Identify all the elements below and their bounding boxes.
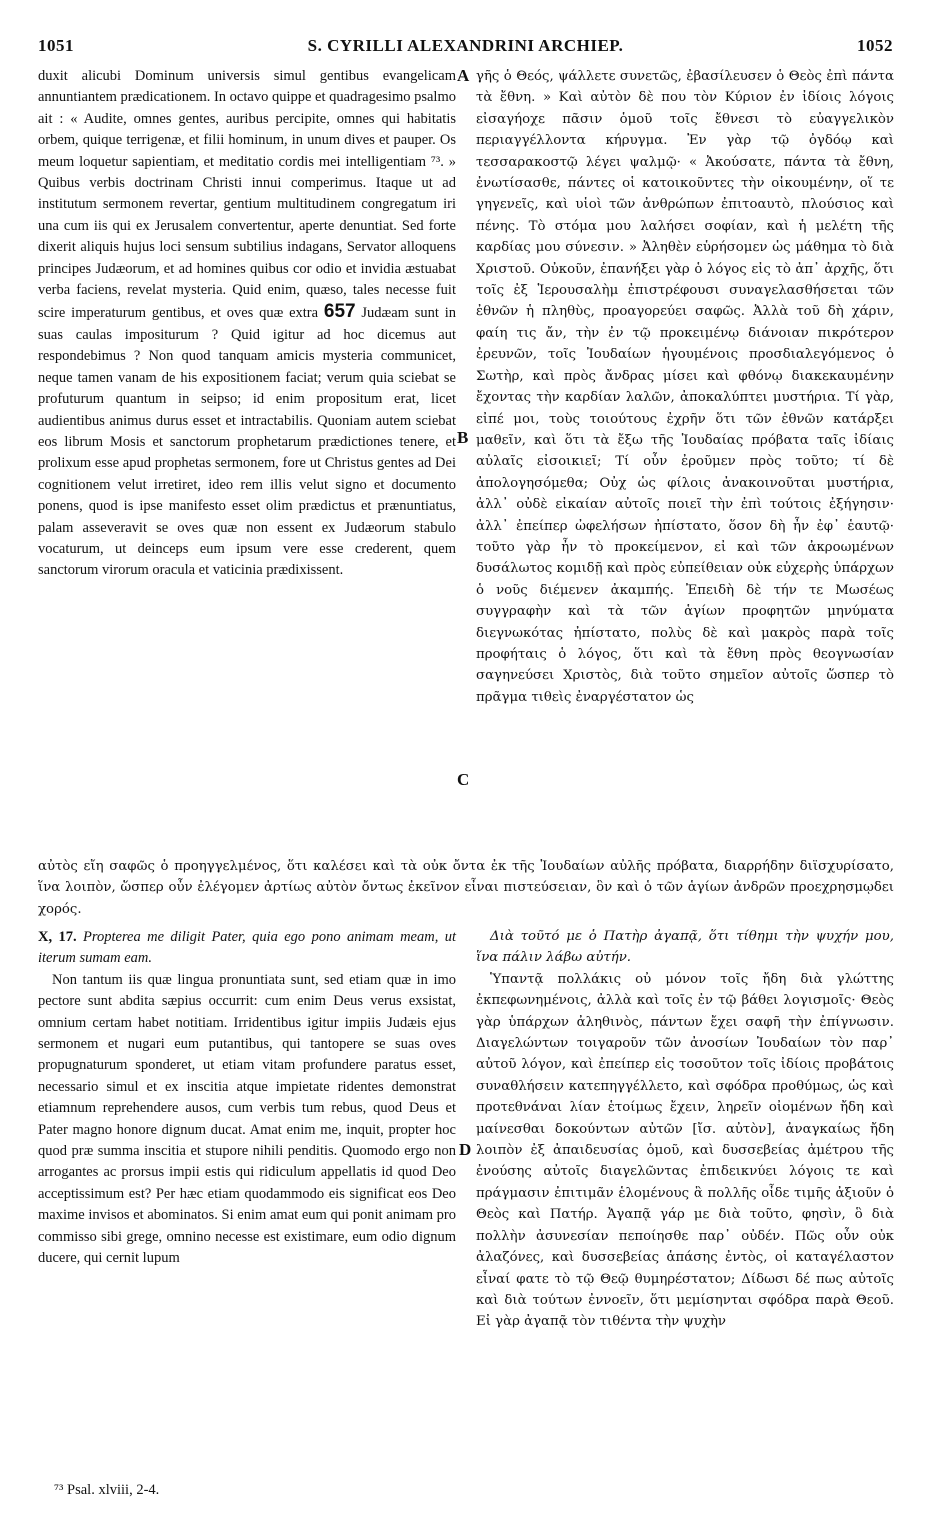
latin-verse-ref: X, 17. (38, 929, 77, 945)
latin-paragraph (38, 66, 456, 582)
section-marker-c: C (457, 770, 470, 789)
latin-text-part1: duxit alicubi Dominum universis simul gentibus evangelicam annuntiantem prædicationem. In octavo quippe et quadragesimo psalmo ait : « Audite, omnes gentes, auribus percipite, omnes qui habitatis orbem, quique terrigenæ, et filii hominum, in unum dives et pauper. Os meum loquetur sapientiam, et meditatio cordis mei intelligentiam ⁷³. » Quibus verbis doctrinam Christi innui comperimus. Itaque ut ad institutum sermonem revertar, gentium multitudinem congregatum iri una cum iis qui ex Jerusalem convertentur, aperte denuntiat. Sed forte dixerit aliquis hujus loci sensum subtilius indagans, Servator alloquens principes Judæorum, et ad homines quibus cor odio et invidia æstuabat verba faciens, revelat mysteria. Quid enim, quæso, tales necesse fuit scire imperaturum gentibus, et oves quæ extra (38, 68, 456, 322)
latin-body: Non tantum iis quæ lingua pronuntiata sunt, sed etiam quæ in imo pectore sunt abdita sæpius occurrit: cum enim Deus verus exsistat, omnium certam habet notitiam. Irridentibus igitur impiis Judæis ejus sermonem et nugari eum putantibus, qui tantopere se suas oves propugnaturum sponderet, ut etiam vitam profundere paratus esset, necessario simul et ex inscitia atque impietate ridentes demonstrat etiamnum reprehendere ausos, cum verbis tum rebus, quod Deus et Pater magno honore dignum ducat. Amat enim me, inquit, propter hoc quod præ summa inscitia et stupore nihili penditis. Quomodo ergo non arrogantes ac prorsus impii estis qui ridiculum appellatis id quod Deo acceptissimum est? Per hæc etiam quodammodo eis significat eos Deo maxime invisos et abominatos. Si enim amat eum qui ponit animam pro commisso sibi grege, omnino necesse est existimare, eum odio dignum ducere, qui cernit lupum (38, 971, 456, 1267)
greek-paragraph: γῆς ὁ Θεός, ψάλλετε συνετῶς, ἐβασίλευσεν ὁ Θεὸς ἐπὶ πάντα τὰ ἔθνη. » Καὶ αὐτὸν δὲ που τὸν Κύριον ἐν ἰδίοις λόγοις εἰσαγήοχε πᾶσιν ὁμοῦ τοῖς ἔθνεσι τὸ εὐαγγελικὸν περιαγγέλλοντα κήρυγμα. Ἐν γὰρ τῷ ὀγδόῳ καὶ τεσσαρακοστῷ λέγει ψαλμῷ· « Ἀκούσατε, πάντα τὰ ἔθνη, ἐνωτίσασθε, πάντες οἱ κατοικοῦντες τὴν οἰκουμένην, οἵ τε γηγενεῖς, καὶ υἱοὶ τῶν ἀνθρώπων ἐπιτοαυτὸ, πλούσιος καὶ πένης. Τὸ στόμα μου λαλήσει σοφίαν, καὶ ἡ μελέτη τῆς καρδίας μου σύνεσιν. » Ἀληθὲν εὑρήσομεν ὡς μάθημα τὸ διὰ Χριστοῦ. Οὐκοῦν, ἐπανήξει γὰρ ὁ λόγος εἰς τὸ ἀπ᾽ ἀρχῆς, ὅτι τοῖς ἐξ Ἱερουσαλὴμ ἐπιστρέφουσι συναγελασθήσεται τῶν ἐθνῶν ἡ πληθὺς, προαγορεύει σαφῶς. Ἀλλὰ τοῦ δὴ χάριν, φαίη τις ἄν, τὴν ἐν τῷ προκειμένῳ διάνοιαν πικρότερον ἐρευνῶν, τοῖς Ἰουδαίων ἡγουμένοις προσδιαλεγόμενος ὁ Σωτὴρ, καὶ πρὸς ἄνδρας μίσει καὶ φθόνῳ διακεκαυμένην ἔχοντας τὴν καρδίαν λαλῶν, ἀποκαλύπτει μυστήρια. Τί γὰρ, εἰπέ μοι, τοὺς τοιούτους ἐχρῆν ὅτι τῶν ἐθνῶν κατάρξει μαθεῖν, καὶ ὅτι τὰ ἔξω τῆς Ἰουδαίας πρόβατα ταῖς ἰδίαις αὐλαῖς εἰσοικιεῖ; Τί οὖν ἐροῦμεν πρὸς τοῦτο; τί δὲ ἀπολογησόμεθα; Οὐχ ὡς φίλοις ἀνακοινοῦται μυστήρια, ἀλλ᾽ οὐδὲ εἰκαίαν αὐτοῖς ποιεῖ τὴν ἐπὶ τούτοις ἐξήγησιν· ἀλλ᾽ ἐπείπερ ὠφελήσων ἠπίστατο, ὅσον δὴ ἦν ἐφ᾽ ἑαυτῷ· τοῦτο γὰρ ἦν τὸ προκείμενον, εἰ καὶ τῶν ἀκροωμένων δυσάλωτος κομιδῇ καὶ πρὸς εὐπείθειαν οὐκ εὐχερὴς ὑπάρχων ὁ νοῦς διέμενεν ἀκαμπής. Ἐπειδὴ δὲ τήν τε Μωσέως συγγραφὴν καὶ τὰ τῶν ἁγίων προφητῶν μηνύματα διεγνωκότας ἠπίστατο, πολὺς δὲ καὶ μακρὸς παρὰ τοῖς προφήταις ὁ λόγος, ὅτι καὶ τὰ ἔθνη πρὸς θεογνωσίαν σαγηνεύσει Χριστὸς, διὰ τοῦτο σημεῖον αὐτοῖς ὥσπερ τὸ πρᾶγμα τιθεὶς ἐναργέστατον ὡς (476, 69, 894, 705)
greek-column-bottom (476, 926, 894, 1333)
greek-column-top (476, 66, 894, 708)
latin-text-part2: Judæam sunt in suas caulas impositurum ? Quid igitur ad hoc dicemus aut respondebimus ? Non quod tanquam amicis mysteria communicet, neque tamen vanam de his expositionem faciat; verum quia sciebat se profuturum quantum in seipso; id enim propositum erat, licet audientibus animus durus esset et intractabilis. Quoniam autem sciebat eos librum Mosis et sanctorum prophetarum prædictiones tenere, et prolixum esse apud prophetas sermonem, fore ut Christus gentes ad Dei cognitionem velut irretiret, ideo rem illis velut signo et documento ponens, quod is ipse manifesto esset olim prædictus et prænuntiatus, palam asseveravit se oves quæ non essent ex Judæorum stabulo vocaturum, ut deinceps eum ipsum vere esse crederent, quem sanctorum virorum oracula et vaticinia prædixissent. (38, 305, 457, 579)
column-number-right: 1052 (857, 36, 893, 55)
greek-fullwidth-passage: αὐτὸς εἴη σαφῶς ὁ προηγγελμένος, ὅτι καλέσει καὶ τὰ οὐκ ὄντα ἐκ τῆς Ἰουδαίων αὐλῆς πρόβατα, διαρρήδην διϊσχυρίσατο, ἵνα λοιπὸν, ὥσπερ οὖν ἐλέγομεν ἀρτίως αὐτὸν ὄντως ἐκεῖνον εἶναι πιστεύσειαν, ὃν καὶ ὁ τῶν ἁγίων ἀνδρῶν προεχρησμῳδει χορός. (38, 859, 894, 917)
section-marker-d: D (459, 1140, 472, 1159)
latin-heading-text: Propterea me diligit Pater, quia ego pono animam meam, ut iterum sumam eam. (38, 929, 456, 967)
latin-column-bottom (38, 927, 456, 1270)
page-reference: 657 (323, 301, 356, 323)
section-marker-a: A (457, 66, 470, 85)
running-title: S. CYRILLI ALEXANDRINI ARCHIEP. (307, 36, 624, 55)
latin-section-heading (38, 927, 456, 970)
greek-section-heading: Διὰ τοῦτό με ὁ Πατὴρ ἀγαπᾷ, ὅτι τίθημι τὴν ψυχήν μου, ἵνα πάλιν λάβω αὐτήν. (476, 929, 894, 966)
latin-column-top (38, 66, 456, 582)
greek-body: Ὑπαντᾷ πολλάκις οὐ μόνον τοῖς ἤδη διὰ γλώττης ἐκπεφωνημένοις, ἀλλὰ καὶ τοῖς ἐν τῷ βάθει λογισμοῖς· Θεὸς γὰρ ὑπάρχων ἀληθινὸς, πάντων ἔχει σαφῆ τὴν ἐπίγνωσιν. Διαγελώντων τοιγαροῦν τῶν ἀνοσίων Ἰουδαίων τὸν παρ᾽ αὐτοῦ λόγον, καὶ ἐπείπερ εἰς τοσοῦτον τοῖς ἰδίοις προβάτοις συναθλήσειν κατεπηγγέλλετο, καὶ σφόδρα προθύμως, ὡς καὶ προτεθνάναι λίαν ἑτοίμως ἔχειν, ληρεῖν οἰομένων ἤδη καὶ μαίνεσθαι δοκούντων αὐτῶν [ἴσ. αὐτὸν], ἀναγκαίως ἤδη λοιπὸν ἐξ ἀπαιδευσίας ὁμοῦ, καὶ δυσσεβείας ἀμέτρου τῆς ἐνούσης αὐτοῖς διαγελῶντας ἐπιδεικνύει λόγοις τε καὶ πράγμασιν ἐπιτιμᾶν ἑλομένους ἃ πολλῆς οἶδε τιμῆς ἀξιοῦν ὁ Θεὸς καὶ Πατήρ. Ἀγαπᾷ γάρ με διὰ τοῦτο, φησὶν, ὃ διὰ πολλὴν ἀσυνεσίαν πεποίησθε παρ᾽ οὐδέν. Πῶς οὖν οὐκ ἀλαζόνες, καὶ δυσσεβείας ἁπάσης ἐντὸς, οἱ καταγέλαστον εἶναί φατε τὸ τῷ Θεῷ θυμηρέστατον; Δίδωσι δέ πως αὐτοῖς καὶ διὰ τούτων ἐννοεῖν, ὅτι μεμίσηνται σφόδρα παρὰ Θεοῦ. Εἰ γὰρ ἀγαπᾷ τὸν τιθέντα τὴν ψυχὴν (476, 971, 894, 1330)
page-header (38, 36, 893, 66)
column-number-left: 1051 (38, 36, 74, 55)
footnote: ⁷³ Psal. xlviii, 2-4. (54, 1482, 160, 1498)
section-marker-b: B (457, 428, 469, 447)
